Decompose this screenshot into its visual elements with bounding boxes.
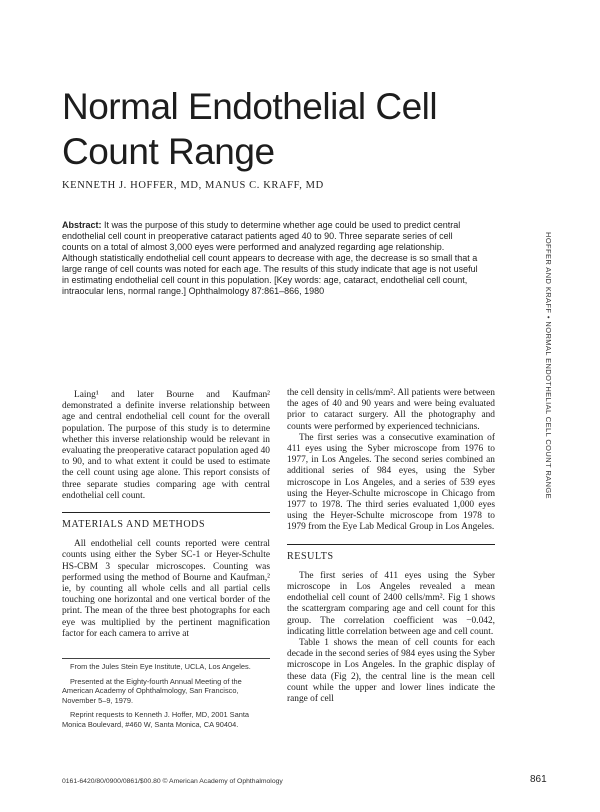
article-authors: KENNETH J. HOFFER, MD, MANUS C. KRAFF, MD — [62, 180, 324, 191]
methods-paragraph: All endothelial cell counts reported were central counts using either the Syber SC-1 or Heyer-Schulte HS-CBM 3 specular microscopes. Counting was performed using the method of Bourne and Kaufman,² ie, by counting all whole cells and all partial cells touching one horizontal and one vertical border of the print. The mean of the three best photographs for each eye was multiplied by the pertinent magnification factor for each camera to arrive at — [62, 539, 270, 639]
abstract-label: Abstract: — [62, 220, 102, 230]
copyright-code: 0161-6420/80/0900/0861/$00.80 © American Academy of Ophthalmology — [62, 778, 283, 785]
abstract — [62, 220, 478, 297]
running-head: HOFFER AND KRAFF • NORMAL ENDOTHELIAL CELL COUNT RANGE — [544, 232, 553, 500]
footnote-reprints: Reprint requests to Kenneth J. Hoffer, MD, 2001 Santa Monica Boulevard, #460 W, Santa Monica, CA 90404. — [62, 710, 249, 729]
results-heading: RESULTS — [287, 544, 495, 562]
right-column — [287, 388, 495, 705]
article-title: Normal Endothelial Cell Count Range — [62, 86, 438, 172]
intro-paragraph: Laing¹ and later Bourne and Kaufman² demonstrated a definite inverse relationship between age and central endothelial cell count for the overall population. The purpose of this study is to determine whether this inverse relationship would be relevant in evaluating the preoperative cataract population aged 40 to 90, and to what extent it could be used to estimate the cell count using age alone. This report consists of three separate studies comparing age with central endothelial cell count. — [62, 390, 270, 501]
series-paragraph: The first series was a consecutive examination of 411 eyes using the Syber microscope from 1976 to 1977, in Los Angeles. The second series combined an additional series of 984 eyes, using the Syber microscope in Los Angeles, and a series of 539 eyes using the Heyer-Schulte microscope in Chicago from 1977 to 1978. The third series evaluated 1,000 eyes using the Heyer-Schulte microscope from 1978 to 1979 from the Eye Lab Medical Group in Los Angeles. — [287, 432, 495, 533]
abstract-text: It was the purpose of this study to determine whether age could be used to predict central endothelial cell count in preoperative cataract patients aged 40 to 90. Three separate series of cell counts on a total of almost 3,000 eyes were performed and analyzed regarding age relationship. Although statistically endothelial cell count appears to decrease with age, the decrease is so small that a large range of cell counts was noted for each age. The results of this study indicate that age is not useful in estimating endothelial cell count in this population. [Key words: age, cataract, endothelial cell count, intraocular lens, normal range.] Ophthalmology 87:861–866, 1980 — [62, 220, 478, 296]
footnotes — [62, 658, 270, 735]
footnote-affiliation: From the Jules Stein Eye Institute, UCLA, Los Angeles. — [70, 662, 251, 671]
page-number: 861 — [530, 774, 547, 785]
continued-paragraph: the cell density in cells/mm². All patients were between the ages of 40 and 90 years and were being evaluated prior to cataract surgery. All the photography and counts were performed by experienced technicians. — [287, 388, 495, 432]
methods-heading: MATERIALS AND METHODS — [62, 512, 270, 530]
footnote-presented: Presented at the Eighty-fourth Annual Meeting of the American Academy of Ophthalmology, San Francisco, November 5–9, 1979. — [62, 676, 242, 705]
results-paragraph-1: The first series of 411 eyes using the Syber microscope in Los Angeles revealed a mean endothelial cell count of 2400 cells/mm². Fig 1 shows the scattergram comparing age and cell count for this group. The correlation coefficient was −0.042, indicating little correlation between age and cell count. — [287, 570, 495, 637]
left-column — [62, 390, 270, 640]
results-paragraph-2: Table 1 shows the mean of cell counts for each decade in the second series of 984 eyes using the Syber microscope in Los Angeles. In the graphic display of these data (Fig 2), the central line is the mean cell count while the upper and lower lines indicate the range of cell — [287, 638, 495, 705]
